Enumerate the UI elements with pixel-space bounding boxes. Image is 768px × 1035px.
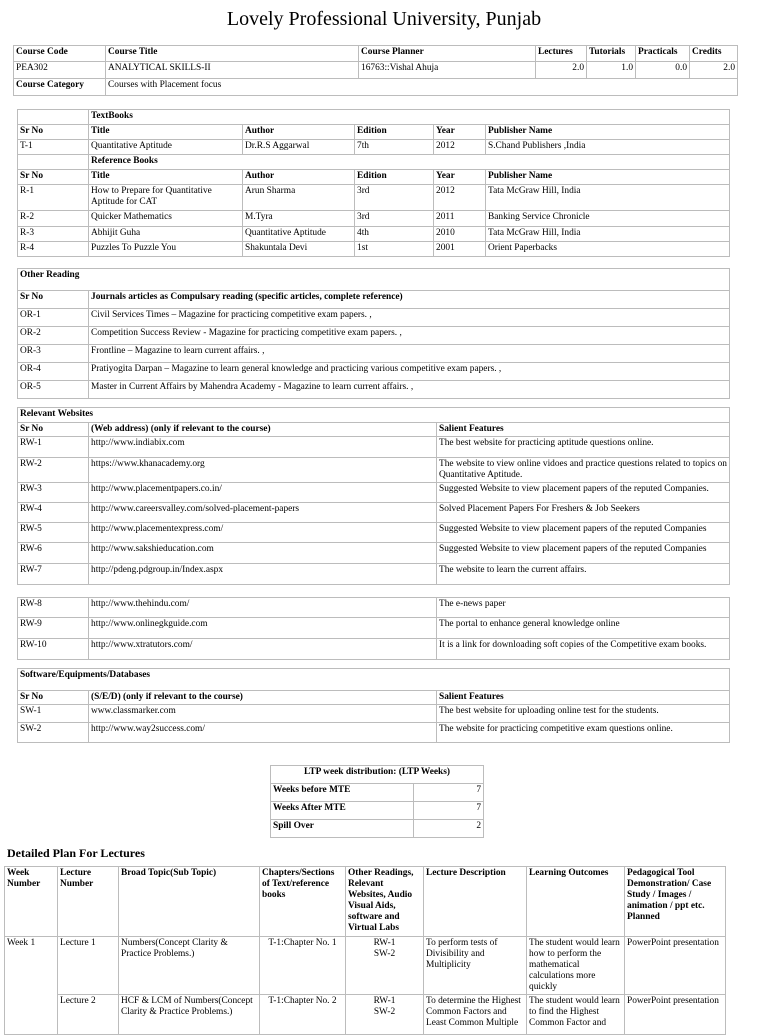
col-header-course-planner: Course Planner: [359, 46, 536, 62]
lecture-tool: PowerPoint presentation: [625, 995, 726, 1035]
lecture-plan-header-row: [5, 867, 726, 937]
website-srno: RW-9: [18, 618, 89, 639]
website-link[interactable]: [89, 618, 437, 639]
lecture-week: Week 1: [5, 937, 58, 995]
book-year: 2001: [434, 242, 486, 257]
book-title: Quantitative Aptitude: [89, 140, 243, 155]
website-srno: RW-1: [18, 437, 89, 458]
book-title: Abhijit Guha: [89, 227, 243, 242]
book-srno: T-1: [18, 140, 89, 155]
book-edition: 3rd: [355, 185, 434, 211]
lecture-description: To determine the Highest Common Factors and Least Common Multiple: [424, 995, 527, 1035]
col-header-tutorials: Tutorials: [587, 46, 636, 62]
col-header-lectures: Lectures: [536, 46, 587, 62]
other-reading-row: [18, 327, 730, 345]
reference-book-row: [18, 242, 730, 257]
book-srno: R-1: [18, 185, 89, 211]
course-info-table: [13, 45, 738, 96]
software-link[interactable]: [89, 723, 437, 743]
ltp-week-distribution-table: [270, 765, 484, 838]
other-reading-row: [18, 381, 730, 399]
col-header-journals: Journals articles as Compulsary reading (specific articles, complete reference): [89, 291, 730, 309]
ltp-title: LTP week distribution: (LTP Weeks): [271, 766, 484, 784]
reference-header-row: [18, 170, 730, 185]
col-header-edition: Edition: [355, 125, 434, 140]
website-feature: Suggested Website to view placement papers of the reputed Companies: [437, 523, 730, 543]
website-link[interactable]: [89, 437, 437, 458]
reference-book-row: [18, 185, 730, 211]
ltp-value: 7: [414, 784, 484, 802]
lecture-plan-table: [4, 866, 726, 1035]
ltp-value: 7: [414, 802, 484, 820]
course-values-row: [14, 62, 738, 79]
website-url[interactable]: http://www.careersvalley.com/solved-placement-papers: [91, 504, 300, 514]
website-feature: The portal to enhance general knowledge online: [437, 618, 730, 639]
book-edition: 4th: [355, 227, 434, 242]
col-header-srno: Sr No: [18, 291, 89, 309]
software-url[interactable]: www.classmarker.com: [91, 706, 176, 716]
website-row: [18, 458, 730, 483]
website-link[interactable]: [89, 523, 437, 543]
reading-desc: Frontline – Magazine to learn current affairs. ,: [89, 345, 730, 363]
website-url[interactable]: http://www.indiabix.com: [91, 438, 185, 448]
software-row: [18, 723, 730, 743]
software-srno: SW-1: [18, 705, 89, 723]
book-publisher: Tata McGraw Hill, India: [486, 185, 730, 211]
book-publisher: S.Chand Publishers ,India: [486, 140, 730, 155]
reading-desc: Pratiyogita Darpan – Magazine to learn general knowledge and practicing various competitive exam papers. ,: [89, 363, 730, 381]
ltp-label: Spill Over: [271, 820, 414, 838]
col-header-srno: Sr No: [18, 170, 89, 185]
reference-section-row: [18, 155, 730, 170]
website-row: [18, 543, 730, 564]
website-url[interactable]: http://www.placementexpress.com/: [91, 524, 224, 534]
website-link[interactable]: [89, 483, 437, 503]
website-srno: RW-7: [18, 564, 89, 585]
book-edition: 1st: [355, 242, 434, 257]
book-title: How to Prepare for Quantitative Aptitude for CAT: [89, 185, 243, 211]
book-publisher: Banking Service Chronicle: [486, 211, 730, 227]
col-header-title: Title: [89, 125, 243, 140]
col-header-lecture-number: Lecture Number: [58, 867, 119, 937]
website-feature: The website to view online vidoes and practice questions related to topics on Quantitative Aptitude.: [437, 458, 730, 483]
ltp-row: [271, 820, 484, 838]
website-url[interactable]: http://www.onlinegkguide.com: [91, 619, 208, 629]
website-row: [18, 598, 730, 618]
website-url[interactable]: https://www.khanacademy.org: [91, 459, 205, 469]
website-srno: RW-10: [18, 639, 89, 660]
website-link[interactable]: [89, 503, 437, 523]
col-header-sed: (S/E/D) (only if relevant to the course): [89, 691, 437, 705]
relevant-websites-table-continued: [17, 597, 730, 660]
website-feature: It is a link for downloading soft copies of the Competitive exam books.: [437, 639, 730, 660]
software-header-row: [18, 691, 730, 705]
ltp-row: [271, 784, 484, 802]
website-row: [18, 618, 730, 639]
website-row: [18, 483, 730, 503]
ltp-row: [271, 802, 484, 820]
software-link[interactable]: [89, 705, 437, 723]
website-url[interactable]: http://www.thehindu.com/: [91, 599, 190, 609]
website-srno: RW-2: [18, 458, 89, 483]
website-row: [18, 523, 730, 543]
detailed-plan-heading: Detailed Plan For Lectures: [7, 846, 145, 860]
website-link[interactable]: [89, 639, 437, 660]
websites-header-row: [18, 423, 730, 437]
col-header-salient-features: Salient Features: [437, 423, 730, 437]
reference-book-row: [18, 211, 730, 227]
ltp-label: Weeks After MTE: [271, 802, 414, 820]
other-reading-table: [17, 268, 730, 399]
software-feature: The best website for uploading online test for the students.: [437, 705, 730, 723]
website-srno: RW-4: [18, 503, 89, 523]
col-header-srno: Sr No: [18, 691, 89, 705]
book-edition: 3rd: [355, 211, 434, 227]
course-practicals: 0.0: [636, 62, 690, 79]
website-feature: The e-news paper: [437, 598, 730, 618]
col-header-broad-topic: Broad Topic(Sub Topic): [119, 867, 260, 937]
website-srno: RW-3: [18, 483, 89, 503]
website-srno: RW-6: [18, 543, 89, 564]
lecture-week: [5, 995, 58, 1035]
book-edition: 7th: [355, 140, 434, 155]
relevant-websites-table: [17, 407, 730, 585]
book-year: 2011: [434, 211, 486, 227]
relevant-websites-label: Relevant Websites: [18, 408, 730, 423]
col-header-lecture-description: Lecture Description: [424, 867, 527, 937]
other-reading-row: [18, 345, 730, 363]
book-year: 2010: [434, 227, 486, 242]
website-row: [18, 564, 730, 585]
col-header-other-readings: Other Readings, Relevant Websites, Audio Visual Aids, software and Virtual Labs: [346, 867, 424, 937]
website-link[interactable]: [89, 598, 437, 618]
reading-srno: OR-4: [18, 363, 89, 381]
lecture-other-readings: RW-1 SW-2: [346, 937, 424, 995]
textbook-row: [18, 140, 730, 155]
course-tutorials: 1.0: [587, 62, 636, 79]
lecture-chapters: T-1:Chapter No. 2: [260, 995, 346, 1035]
col-header-pedagogical-tool: Pedagogical Tool Demonstration/ Case Study / Images / animation / ppt etc. Planned: [625, 867, 726, 937]
textbooks-section-row: [18, 110, 730, 125]
website-row: [18, 503, 730, 523]
col-header-course-code: Course Code: [14, 46, 106, 62]
col-header-edition: Edition: [355, 170, 434, 185]
course-credits: 2.0: [690, 62, 738, 79]
col-header-srno: Sr No: [18, 423, 89, 437]
lecture-outcomes: The student would learn to find the Highest Common Factor and: [527, 995, 625, 1035]
website-feature: Suggested Website to view placement papers of the reputed Companies.: [437, 483, 730, 503]
website-srno: RW-5: [18, 523, 89, 543]
col-header-year: Year: [434, 125, 486, 140]
ltp-label: Weeks before MTE: [271, 784, 414, 802]
lecture-number: Lecture 1: [58, 937, 119, 995]
lecture-row: [5, 937, 726, 995]
book-srno: R-3: [18, 227, 89, 242]
col-header-chapters: Chapters/Sections of Text/reference books: [260, 867, 346, 937]
course-category: Courses with Placement focus: [106, 79, 738, 96]
website-link[interactable]: [89, 458, 437, 483]
reading-srno: OR-5: [18, 381, 89, 399]
col-header-web-address: (Web address) (only if relevant to the course): [89, 423, 437, 437]
software-label: Software/Equipments/Databases: [18, 669, 730, 691]
software-row: [18, 705, 730, 723]
websites-section-row: [18, 408, 730, 423]
book-year: 2012: [434, 140, 486, 155]
website-url[interactable]: http://www.xtratutors.com/: [91, 640, 193, 650]
book-srno: R-4: [18, 242, 89, 257]
col-header-learning-outcomes: Learning Outcomes: [527, 867, 625, 937]
course-category-row: [14, 79, 738, 96]
website-row: [18, 639, 730, 660]
book-title: Quicker Mathematics: [89, 211, 243, 227]
other-reading-label: Other Reading: [18, 269, 730, 291]
reference-book-row: [18, 227, 730, 242]
ltp-title-row: [271, 766, 484, 784]
website-srno: RW-8: [18, 598, 89, 618]
lecture-number: Lecture 2: [58, 995, 119, 1035]
col-header-publisher: Publisher Name: [486, 125, 730, 140]
course-planner: 16763::Vishal Ahuja: [359, 62, 536, 79]
software-table: [17, 668, 730, 743]
lecture-outcomes: The student would learn how to perform the mathematical calculations more quickly: [527, 937, 625, 995]
book-title: Puzzles To Puzzle You: [89, 242, 243, 257]
book-publisher: Tata McGraw Hill, India: [486, 227, 730, 242]
other-reading-row: [18, 309, 730, 327]
software-url[interactable]: http://www.way2success.com/: [91, 724, 205, 734]
website-url[interactable]: http://www.placementpapers.co.in/: [91, 484, 222, 494]
software-srno: SW-2: [18, 723, 89, 743]
book-year: 2012: [434, 185, 486, 211]
ltp-value: 2: [414, 820, 484, 838]
university-title: Lovely Professional University, Punjab: [226, 8, 542, 30]
book-srno: R-2: [18, 211, 89, 227]
col-header-title: Title: [89, 170, 243, 185]
lecture-topic: HCF & LCM of Numbers(Concept Clarity & Practice Problems.): [119, 995, 260, 1035]
reading-srno: OR-1: [18, 309, 89, 327]
book-author: Quantitative Aptitude: [243, 227, 355, 242]
book-author: Shakuntala Devi: [243, 242, 355, 257]
col-header-week-number: Week Number: [5, 867, 58, 937]
lecture-tool: PowerPoint presentation: [625, 937, 726, 995]
website-feature: Suggested Website to view placement papers of the reputed Companies: [437, 543, 730, 564]
col-header-publisher: Publisher Name: [486, 170, 730, 185]
textbooks-header-row: [18, 125, 730, 140]
col-header-srno: Sr No: [18, 125, 89, 140]
website-link[interactable]: [89, 543, 437, 564]
website-feature: The website to learn the current affairs.: [437, 564, 730, 585]
col-header-credits: Credits: [690, 46, 738, 62]
col-header-course-title: Course Title: [106, 46, 359, 62]
other-reading-row: [18, 363, 730, 381]
course-category-label: Course Category: [14, 79, 106, 96]
col-header-salient-features: Salient Features: [437, 691, 730, 705]
course-code: PEA302: [14, 62, 106, 79]
book-author: Dr.R.S Aggarwal: [243, 140, 355, 155]
software-feature: The website for practicing competitive exam questions online.: [437, 723, 730, 743]
lecture-chapters: T-1:Chapter No. 1: [260, 937, 346, 995]
books-table: [17, 109, 730, 257]
website-feature: The best website for practicing aptitude questions online.: [437, 437, 730, 458]
lecture-description: To perform tests of Divisibility and Multiplicity: [424, 937, 527, 995]
col-header-practicals: Practicals: [636, 46, 690, 62]
course-title: ANALYTICAL SKILLS-II: [106, 62, 359, 79]
book-author: M.Tyra: [243, 211, 355, 227]
reading-desc: Master in Current Affairs by Mahendra Academy - Magazine to learn current affairs. ,: [89, 381, 730, 399]
website-url[interactable]: http://pdeng.pdgroup.in/Index.aspx: [91, 565, 224, 575]
course-lectures: 2.0: [536, 62, 587, 79]
website-url[interactable]: http://www.sakshieducation.com: [91, 544, 214, 554]
textbooks-label: TextBooks: [89, 110, 730, 125]
book-author: Arun Sharma: [243, 185, 355, 211]
website-row: [18, 437, 730, 458]
col-header-author: Author: [243, 170, 355, 185]
reading-desc: Competition Success Review - Magazine for practicing competitive exam papers. ,: [89, 327, 730, 345]
lecture-row: [5, 995, 726, 1035]
reading-srno: OR-3: [18, 345, 89, 363]
other-reading-header-row: [18, 291, 730, 309]
col-header-author: Author: [243, 125, 355, 140]
lecture-topic: Numbers(Concept Clarity & Practice Problems.): [119, 937, 260, 995]
reading-desc: Civil Services Times – Magazine for practicing competitive exam papers. ,: [89, 309, 730, 327]
other-reading-section-row: [18, 269, 730, 291]
col-header-year: Year: [434, 170, 486, 185]
course-header-row: [14, 46, 738, 62]
reference-books-label: Reference Books: [89, 155, 730, 170]
lecture-other-readings: RW-1 SW-2: [346, 995, 424, 1035]
reading-srno: OR-2: [18, 327, 89, 345]
software-section-row: [18, 669, 730, 691]
website-link[interactable]: [89, 564, 437, 585]
book-publisher: Orient Paperbacks: [486, 242, 730, 257]
website-feature: Solved Placement Papers For Freshers & Job Seekers: [437, 503, 730, 523]
